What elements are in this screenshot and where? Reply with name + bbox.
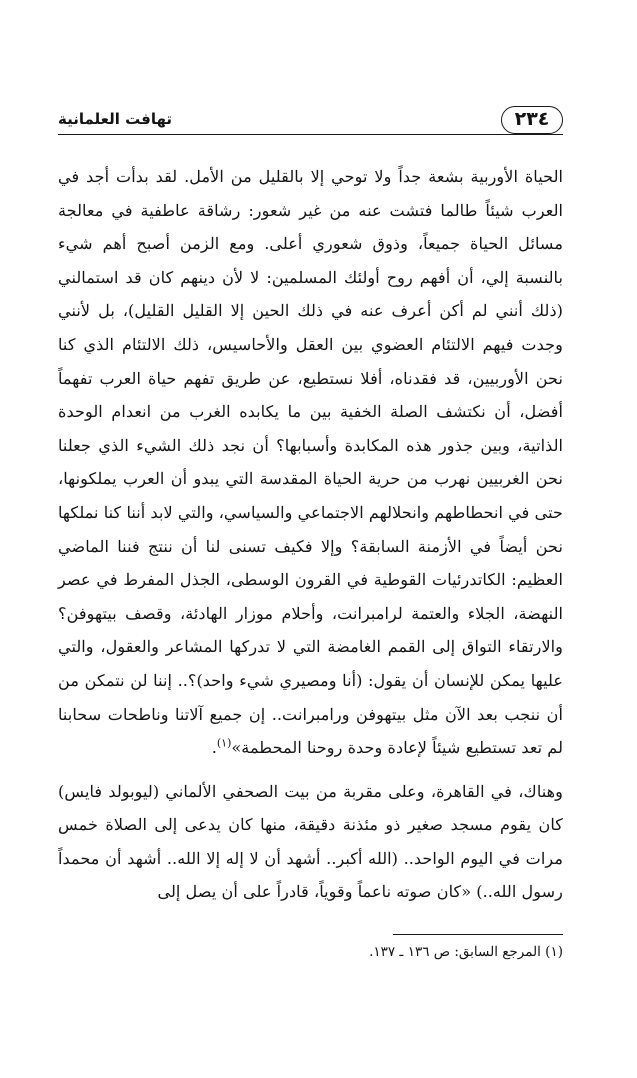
paragraph-2-text: وهناك، في القاهرة، وعلى مقربة من بيت الصحفي الألماني (ليوبولد فايس) كان يقوم مسجد صغير ذو مئذنة دقيقة، منها كان يدعى إلى الصلاة خمس مرات في اليوم الواحد.. (الله أكبر.. أشهد أن لا إله إلا الله.. أشهد أن محمداً رسول الله..) «كان صوته ناعماً وقوياً، قادراً على أن يصل إلى <box>58 781 563 902</box>
paragraph-1 <box>58 160 563 765</box>
main-text <box>58 160 563 909</box>
page-number-badge: ٢٣٤ <box>501 106 563 134</box>
footnote-marker: (١) <box>216 736 232 750</box>
footnote: (١) المرجع السابق: ص ١٣٦ ـ ١٣٧. <box>369 944 563 960</box>
page-header <box>58 104 563 138</box>
paragraph-2 <box>58 775 563 909</box>
paragraph-1-end: . <box>211 738 217 758</box>
header-rule <box>58 134 563 135</box>
paragraph-1-text: الحياة الأوربية بشعة جداً ولا توحي إلا بالقليل من الأمل. لقد بدأت أجد في العرب شيئاً طالما فتشت عنه من غير شعور: رشاقة عاطفية في معالجة مسائل الحياة جميعاً، وذوق شعوري أعلى. ومع الزمن أصبح أهم شيء بالنسبة إلي، أن أفهم روح أولئك المسلمين: لا لأن دينهم كان قد استمالني (ذلك أنني لم أكن أعرف عنه في ذلك الحين إلا القليل القليل)، بل لأنني وجدت فيهم الالتئام العضوي بين العقل والأحاسيس، ذلك الالتئام الذي كنا نحن الأوربيين، قد فقدناه، أفلا نستطيع، عن طريق تفهم حياة العرب تفهماً أفضل، أن نكتشف الصلة الخفية بين ما يكابده الغرب من انعدام الوحدة الذاتية، وبين جذور هذه المكابدة وأسبابها؟ أن نجد ذلك الشيء الذي جعلنا نحن الغربيين نهرب من حرية الحياة المقدسة التي يبدو أن العرب يملكونها، حتى في انحطاطهم وانحلالهم الاجتماعي والسياسي، والتي لابد أننا كنا نملكها نحن أيضاً في الأزمنة السابقة؟ وإلا فكيف تسنى لنا أن ننتج فننا الماضي العظيم: الكاتدرئيات القوطية في القرون الوسطى، الجذل المفرط في عصر النهضة، الجلاء والعتمة لرامبرانت، وأحلام موزار الهادئة، وقصف بيتهوفن؟ والارتقاء التواق إلى القمم الغامضة التي لا تدركها المشاعر والعقول، والتي عليها يمكن للإنسان أن يقول: (أنا ومصيري شيء واحد)؟.. إننا لن نتمكن من أن ننجب بعد الآن مثل بيتهوفن ورامبرانت.. إن جميع آلاتنا وناطحات سحابنا لم تعد تستطيع شيئاً لإعادة وحدة روحنا المحطمة» <box>58 167 563 758</box>
running-title: تهافت العلمانية <box>58 110 172 128</box>
footnote-separator <box>393 934 563 935</box>
